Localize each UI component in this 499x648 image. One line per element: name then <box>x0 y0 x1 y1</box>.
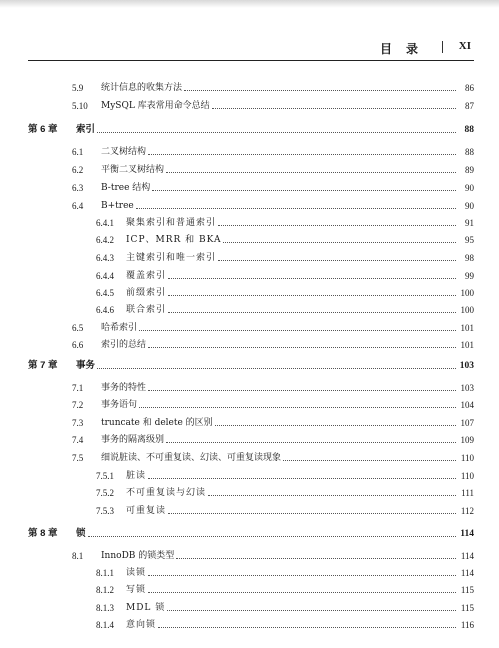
toc-number: 第 7 章 <box>28 360 58 371</box>
toc-row-sec <box>72 380 474 394</box>
toc-title: 统计信息的收集方法 <box>101 83 183 93</box>
toc-row-sub <box>96 600 474 614</box>
toc-row-sub <box>96 250 474 264</box>
toc-title: 联合索引 <box>126 305 167 315</box>
toc-row-sec <box>72 432 474 446</box>
toc-title: MySQL 库表常用命令总结 <box>101 101 210 111</box>
toc-number: 7.5.1 <box>96 471 114 481</box>
toc-title: B-tree 结构 <box>101 183 151 193</box>
toc-row-sec <box>72 180 474 194</box>
toc-number: 6.4.3 <box>96 253 114 263</box>
toc-leader-dots <box>212 107 456 109</box>
toc-number: 7.5.2 <box>96 488 114 498</box>
toc-row-sub <box>96 268 474 282</box>
toc-title: 前缀索引 <box>126 288 167 298</box>
toc-page-number: 101 <box>460 323 474 333</box>
toc-page-number: 86 <box>465 83 474 93</box>
toc-page-number: 111 <box>461 488 474 498</box>
toc-title: 哈希索引 <box>101 323 138 333</box>
toc-leader-dots <box>88 535 456 537</box>
toc-page-number: 116 <box>460 620 474 630</box>
header-title: 目录 <box>379 42 432 56</box>
toc-row-sec <box>72 98 474 112</box>
toc-page-number: 88 <box>464 125 474 135</box>
toc-leader-dots <box>166 171 456 173</box>
toc-title: 锁 <box>76 528 86 539</box>
toc-row-chapter <box>28 358 474 372</box>
toc-leader-dots <box>97 131 456 133</box>
toc-number: 6.4.2 <box>96 235 114 245</box>
toc-number: 7.5.3 <box>96 506 114 516</box>
toc-title: 事务 <box>76 360 96 371</box>
toc-number: 6.4.1 <box>96 218 114 228</box>
toc-title: MDL 锁 <box>126 603 166 613</box>
toc-number: 6.2 <box>72 165 84 175</box>
toc-page-number: 115 <box>460 603 474 613</box>
toc-number: 7.1 <box>72 383 84 393</box>
header-rule <box>28 60 474 61</box>
toc-number: 6.3 <box>72 183 84 193</box>
toc-row-sec <box>72 415 474 429</box>
toc-title: ICP、MRR 和 BKA <box>126 235 222 245</box>
toc-row-sub <box>96 302 474 316</box>
toc-row-sec <box>72 397 474 411</box>
toc-number: 6.6 <box>72 340 84 350</box>
toc-row-sec <box>72 450 474 464</box>
toc-leader-dots <box>167 609 456 611</box>
toc-leader-dots <box>208 494 456 496</box>
toc-page-number: 100 <box>460 288 474 298</box>
toc-leader-dots <box>148 389 456 391</box>
toc-number: 6.4.5 <box>96 288 114 298</box>
toc-number: 8.1 <box>72 551 84 561</box>
toc-number: 8.1.1 <box>96 568 114 578</box>
toc-page-number: 99 <box>465 271 474 281</box>
toc-leader-dots <box>158 626 456 628</box>
toc-title: 主键索引和唯一索引 <box>126 253 217 263</box>
toc-page-number: 91 <box>465 218 474 228</box>
toc-title: 读锁 <box>126 568 147 578</box>
toc-number: 第 8 章 <box>28 528 58 539</box>
toc-leader-dots <box>139 406 456 408</box>
toc-page-number: 115 <box>460 585 474 595</box>
toc-number: 8.1.2 <box>96 585 114 595</box>
toc-title: 覆盖索引 <box>126 271 167 281</box>
toc-page-number: 88 <box>465 147 474 157</box>
toc-title: 脏读 <box>126 471 147 481</box>
toc-page-number: 95 <box>465 235 474 245</box>
toc-number: 6.4.6 <box>96 305 114 315</box>
toc-page-number: 98 <box>465 253 474 263</box>
toc-title: 不可重复读与幻读 <box>126 488 207 498</box>
toc-number: 6.4.4 <box>96 271 114 281</box>
toc-title: InnoDB 的锁类型 <box>101 551 175 561</box>
toc-number: 6.5 <box>72 323 84 333</box>
toc-page-number: 110 <box>460 453 474 463</box>
toc-leader-dots <box>97 367 456 369</box>
toc-page-number: 103 <box>460 383 474 393</box>
toc-page-number: 103 <box>459 361 474 371</box>
header-separator <box>442 41 443 53</box>
toc-row-sec <box>72 80 474 94</box>
toc-page-number: 107 <box>460 418 474 428</box>
toc-row-sub <box>96 468 474 482</box>
toc-page-number: 114 <box>460 568 474 578</box>
toc-leader-dots <box>152 189 456 191</box>
toc-page-number: 89 <box>465 165 474 175</box>
page-header <box>28 38 474 56</box>
toc-row-sub <box>96 582 474 596</box>
toc-leader-dots <box>168 512 456 514</box>
toc-row-sec <box>72 162 474 176</box>
toc-page-number: 110 <box>460 471 474 481</box>
toc-leader-dots <box>184 89 456 91</box>
toc-row-chapter <box>28 122 474 136</box>
toc-leader-dots <box>148 591 456 593</box>
toc-page-number: 112 <box>460 506 474 516</box>
toc-title: 细说脏读、不可重复读、幻读、可重复读现象 <box>101 453 282 463</box>
toc-page-number: 90 <box>465 183 474 193</box>
toc-leader-dots <box>176 557 456 559</box>
toc-leader-dots <box>168 277 456 279</box>
toc-title: 可重复读 <box>126 506 167 516</box>
toc-title: truncate 和 delete 的区别 <box>101 418 213 428</box>
toc-leader-dots <box>139 329 456 331</box>
toc-number: 5.9 <box>72 83 84 93</box>
toc-number: 7.4 <box>72 435 84 445</box>
toc-leader-dots <box>166 441 456 443</box>
toc-row-sub <box>96 232 474 246</box>
toc-page-number: 90 <box>465 201 474 211</box>
toc-title: 写锁 <box>126 585 147 595</box>
toc-row-sec <box>72 337 474 351</box>
toc-page-number: 87 <box>465 101 474 111</box>
toc-leader-dots <box>148 153 456 155</box>
toc-row-chapter <box>28 526 474 540</box>
header-page-number: XI <box>458 40 471 52</box>
toc-leader-dots <box>283 459 456 461</box>
toc-number: 6.1 <box>72 147 84 157</box>
toc-title: 事务的特性 <box>101 383 147 393</box>
toc-row-sub <box>96 215 474 229</box>
toc-row-sub <box>96 485 474 499</box>
toc-row-sec <box>72 548 474 562</box>
toc-page-number: 101 <box>460 340 474 350</box>
toc-number: 第 6 章 <box>28 124 58 135</box>
toc-page-number: 114 <box>460 551 474 561</box>
toc-page-number: 114 <box>460 529 474 539</box>
toc-leader-dots <box>168 311 456 313</box>
toc-row-sec <box>72 198 474 212</box>
toc-page-number: 104 <box>460 400 474 410</box>
toc-number: 8.1.3 <box>96 603 114 613</box>
toc-number: 5.10 <box>72 101 88 111</box>
toc-title: 事务的隔离级别 <box>101 435 165 445</box>
toc-title: 索引的总结 <box>101 340 147 350</box>
toc-leader-dots <box>148 346 456 348</box>
toc-title: 平衡二叉树结构 <box>101 165 165 175</box>
toc-leader-dots <box>148 477 456 479</box>
toc-page-number: 100 <box>460 305 474 315</box>
toc-title: B+tree <box>101 201 134 211</box>
toc-row-sec <box>72 144 474 158</box>
toc-title: 聚集索引和普通索引 <box>126 218 217 228</box>
toc-number: 7.2 <box>72 400 84 410</box>
toc-leader-dots <box>215 424 456 426</box>
toc-title: 意向锁 <box>126 620 157 630</box>
toc-title: 索引 <box>76 124 96 135</box>
toc-leader-dots <box>136 207 456 209</box>
toc-leader-dots <box>168 294 456 296</box>
toc-number: 7.5 <box>72 453 84 463</box>
toc-row-sub <box>96 617 474 631</box>
toc-row-sec <box>72 320 474 334</box>
toc-page-number: 109 <box>460 435 474 445</box>
toc-title: 二叉树结构 <box>101 147 147 157</box>
toc-leader-dots <box>148 574 456 576</box>
toc-row-sub <box>96 503 474 517</box>
toc-number: 7.3 <box>72 418 84 428</box>
toc-number: 6.4 <box>72 201 84 211</box>
toc-title: 事务语句 <box>101 400 138 410</box>
toc-leader-dots <box>218 259 456 261</box>
toc-leader-dots <box>218 224 456 226</box>
page-top-shadow <box>0 0 499 8</box>
toc-number: 8.1.4 <box>96 620 114 630</box>
toc-leader-dots <box>223 241 456 243</box>
toc-row-sub <box>96 565 474 579</box>
toc-row-sub <box>96 285 474 299</box>
